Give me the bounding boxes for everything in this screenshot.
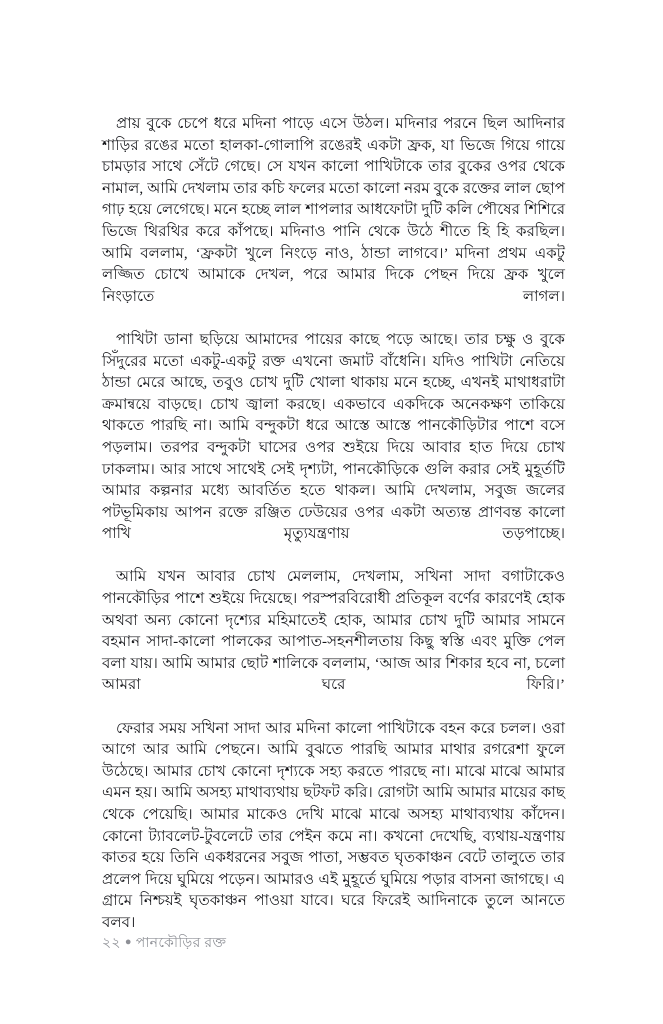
footer-page-number: ২২ <box>102 935 121 951</box>
paragraph: প্রায় বুকে চেপে ধরে মদিনা পাড়ে এসে উঠল। মদিনার পরনে ছিল আদিনার শাড়ির রঙের মতো হালকা-গোলাপি রঙেরই একটা ফ্রক, যা ভিজে গিয়ে গায়ে চামড়ার সাথে সেঁটে গেছে। সে যখন কালো পাখিটাকে তার বুকের ওপর থেকে নামাল, আমি দেখলাম তার কচি ফলের মতো কালো নরম বুকে রক্তের লাল ছোপ গাঢ় হয়ে লেগেছে। মনে হচ্ছে লাল শাপলার আধফোটা দুটি কলি পৌষের শিশিরে ভিজে থিরথির করে কাঁপছে। মদিনাও পানি থেকে উঠে শীতে হি হি করছিল। আমি বললাম, ‘ফ্রকটা খুলে নিংড়ে নাও, ঠান্ডা লাগবে।’ মদিনা প্রথম একটু লজ্জিত চোখে আমাকে দেখল, পরে আমার দিকে পেছন দিয়ে ফ্রক খুলে নিংড়াতে লাগল। <box>102 116 565 305</box>
paragraph: পাখিটা ডানা ছড়িয়ে আমাদের পায়ের কাছে পড়ে আছে। তার চক্ষু ও বুকে সিঁদুরের মতো একটু-একটু রক্ত এখনো জমাট বাঁধেনি। যদিও পাখিটা নেতিয়ে ঠান্ডা মেরে আছে, তবুও চোখ দুটি খোলা থাকায় মনে হচ্ছে, এখনই মাথাধরাটা ক্রমান্বয়ে বাড়ছে। চোখ জ্বালা করছে। একভাবে একদিকে অনেকক্ষণ তাকিয়ে থাকতে পারছি না। আমি বন্দুকটা ধরে আস্তে আস্তে পানকৌড়িটার পাশে বসে পড়লাম। তরপর বন্দুকটা ঘাসের ওপর শুইয়ে দিয়ে আবার হাত দিয়ে চোখ ঢাকলাম। আর সাথে সাথেই সেই দৃশ্যটা, পানকৌড়িকে গুলি করার সেই মুহূর্তটি আমার কল্পনার মধ্যে আবর্তিত হতে থাকল। আমি দেখলাম, সবুজ জলের পটভূমিকায় আপন রক্তে রঞ্জিত ঢেউয়ের ওপর একটা অত্যন্ত প্রাণবন্ত কালো পাখি মৃত্যুযন্ত্রণায় তড়পাচ্ছে। <box>102 331 565 543</box>
page-text-block <box>102 114 565 956</box>
footer-book-title: পানকৌড়ির রক্ত <box>135 935 227 951</box>
paragraph: আমি যখন আবার চোখ মেললাম, দেখলাম, সখিনা সাদা বগাটাকেও পানকৌড়ির পাশে শুইয়ে দিয়েছে। পরস্পরবিরোধী প্রতিকূল বর্ণের কারণেই হোক অথবা অন্য কোনো দৃশ্যের মহিমাতেই হোক, আমার চোখ দুটি আমার সামনে বহমান সাদা-কালো পালকের আপাত-সহনশীলতায় কিছু স্বস্তি এবং মুক্তি পেল বলা যায়। আমি আমার ছোট শালিকে বললাম, ‘আজ আর শিকার হবে না, চলো আমরা ঘরে ফিরি।’ <box>102 569 565 694</box>
paragraph: ফেরার সময় সখিনা সাদা আর মদিনা কালো পাখিটাকে বহন করে চলল। ওরা আগে আর আমি পেছনে। আমি বুঝতে পারছি আমার মাথার রগরেশা ফুলে উঠেছে। আমার চোখ কোনো দৃশ্যকে সহ্য করতে পারছে না। মাঝে মাঝে আমার এমন হয়। আমি অসহ্য মাথাব্যথায় ছটফট করি। রোগটা আমি আমার মায়ের কাছ থেকে পেয়েছি। আমার মাকেও দেখি মাঝে মাঝে অসহ্য মাথাব্যথায় কাঁদেন। কোনো ট্যাবলেট-টুবলেটে তার পেইন কমে না। কখনো দেখেছি, ব্যথায়-যন্ত্রণায় কাতর হয়ে তিনি একধরনের সবুজ পাতা, সম্ভবত ঘৃতকাঞ্চন বেটে তালুতে তার প্রলেপ দিয়ে ঘুমিয়ে পড়েন। আমারও এই মুহূর্তে ঘুমিয়ে পড়ার বাসনা জাগছে। এ গ্রামে নিশ্চয়ই ঘৃতকাঞ্চন পাওয়া যাবে। ঘরে ফিরেই আদিনাকে তুলে আনতে বলব। <box>102 720 565 931</box>
footer-separator-icon: ● <box>124 936 132 948</box>
page-footer <box>102 932 565 953</box>
